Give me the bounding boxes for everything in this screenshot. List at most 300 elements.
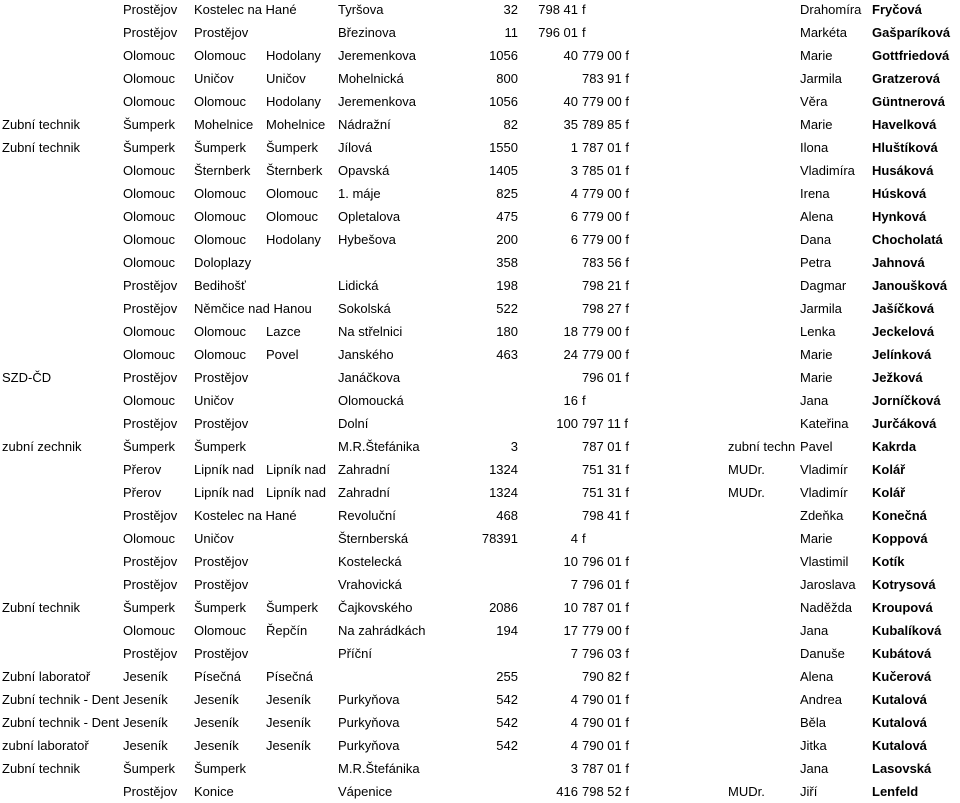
street-cell: Nádražní xyxy=(338,117,391,132)
orientation-number-cell: 7 xyxy=(570,577,578,592)
title-cell xyxy=(728,527,798,550)
postcode-cell: 796 01 f xyxy=(582,370,629,385)
part-cell xyxy=(266,21,336,44)
first-name-cell: Jiří xyxy=(800,784,818,799)
city-cell: Uničov xyxy=(194,531,234,546)
title-cell: MUDr. xyxy=(728,462,765,477)
postcode-cell: 798 41 f xyxy=(582,508,629,523)
first-name-cell: Petra xyxy=(800,255,832,270)
part-cell: Šternberk xyxy=(266,163,323,178)
postcode-cell: 796 01 f xyxy=(582,577,629,592)
org-cell xyxy=(2,481,120,504)
orientation-number-cell: 796 01 xyxy=(538,25,578,40)
part-cell xyxy=(266,366,336,389)
postcode-cell: 751 31 f xyxy=(582,462,629,477)
part-cell xyxy=(266,297,336,320)
table-row xyxy=(0,205,960,228)
district-cell: Olomouc xyxy=(123,255,176,270)
orientation-number-cell: 6 xyxy=(570,209,578,224)
first-name-cell: Dagmar xyxy=(800,278,847,293)
title-cell xyxy=(728,504,798,527)
surname-cell: Kučerová xyxy=(872,669,932,684)
title-cell xyxy=(728,573,798,596)
table-row xyxy=(0,619,960,642)
district-cell: Olomouc xyxy=(123,347,176,362)
table-row xyxy=(0,711,960,734)
street-cell: Vrahovická xyxy=(338,577,402,592)
district-cell: Přerov xyxy=(123,462,162,477)
table-row xyxy=(0,734,960,757)
part-cell: Šumperk xyxy=(266,140,319,155)
surname-cell: Lenfeld xyxy=(872,784,919,799)
table-row xyxy=(0,481,960,504)
title-cell xyxy=(728,90,798,113)
house-number-cell: 180 xyxy=(496,324,518,339)
org-cell xyxy=(2,320,120,343)
postcode-cell: 796 03 f xyxy=(582,646,629,661)
postcode-cell: 787 01 f xyxy=(582,140,629,155)
district-cell: Olomouc xyxy=(123,71,176,86)
city-cell: Písečná xyxy=(194,669,241,684)
surname-cell: Jahnová xyxy=(872,255,925,270)
title-cell xyxy=(728,205,798,228)
title-cell xyxy=(728,136,798,159)
postcode-cell: f xyxy=(582,25,586,40)
orientation-number-cell: 24 xyxy=(563,347,578,362)
house-number-cell: 32 xyxy=(503,2,518,17)
part-cell: Mohelnice xyxy=(266,117,326,132)
district-cell: Šumperk xyxy=(123,117,176,132)
title-cell xyxy=(728,665,798,688)
table-row xyxy=(0,550,960,573)
surname-cell: Kubalíková xyxy=(872,623,942,638)
table-row xyxy=(0,90,960,113)
orientation-number-cell: 40 xyxy=(563,48,578,63)
surname-cell: Kutalová xyxy=(872,738,927,753)
district-cell: Jeseník xyxy=(123,692,168,707)
postcode-cell: 798 27 f xyxy=(582,301,629,316)
postcode-cell: 789 85 f xyxy=(582,117,629,132)
part-cell xyxy=(266,642,336,665)
street-cell xyxy=(338,251,452,274)
title-cell: zubní techn xyxy=(728,439,796,454)
district-cell: Prostějov xyxy=(123,784,178,799)
surname-cell: Kroupová xyxy=(872,600,933,615)
surname-cell: Güntnerová xyxy=(872,94,945,109)
orientation-number-cell: 3 xyxy=(570,761,578,776)
street-cell: Lidická xyxy=(338,278,379,293)
postcode-cell: 798 21 f xyxy=(582,278,629,293)
surname-cell: Jašíčková xyxy=(872,301,935,316)
first-name-cell: Irena xyxy=(800,186,830,201)
city-cell: Němčice nad Hanou xyxy=(194,301,312,316)
part-cell: Jeseník xyxy=(266,715,311,730)
street-cell: Na střelnici xyxy=(338,324,403,339)
street-cell: Olomoucká xyxy=(338,393,404,408)
table-row xyxy=(0,596,960,619)
street-cell xyxy=(338,665,452,688)
postcode-cell: 797 11 f xyxy=(582,416,629,431)
orientation-number-cell: 16 xyxy=(563,393,578,408)
title-cell xyxy=(728,688,798,711)
first-name-cell: Markéta xyxy=(800,25,847,40)
city-cell: Prostějov xyxy=(194,416,249,431)
district-cell: Olomouc xyxy=(123,48,176,63)
street-cell: Mohelnická xyxy=(338,71,404,86)
street-cell: Jeremenkova xyxy=(338,48,417,63)
house-number-cell: 542 xyxy=(496,692,518,707)
house-number-cell: 468 xyxy=(496,508,518,523)
postcode-cell: 783 56 f xyxy=(582,255,629,270)
postcode-cell: 779 00 f xyxy=(582,186,629,201)
street-cell: M.R.Štefánika xyxy=(338,761,420,776)
org-cell: Zubní laboratoř xyxy=(2,669,91,684)
orientation-number-cell xyxy=(520,481,578,504)
table-row xyxy=(0,113,960,136)
street-cell: Revoluční xyxy=(338,508,396,523)
first-name-cell: Kateřina xyxy=(800,416,849,431)
house-number-cell: 800 xyxy=(496,71,518,86)
org-cell xyxy=(2,228,120,251)
table-row xyxy=(0,44,960,67)
house-number-cell: 11 xyxy=(504,25,518,40)
house-number-cell: 78391 xyxy=(481,531,518,546)
title-cell xyxy=(728,320,798,343)
table-row xyxy=(0,159,960,182)
surname-cell: Havelková xyxy=(872,117,937,132)
part-cell: Lazce xyxy=(266,324,301,339)
title-cell xyxy=(728,734,798,757)
street-cell: Jeremenkova xyxy=(338,94,417,109)
city-cell: Prostějov xyxy=(194,25,249,40)
title-cell xyxy=(728,274,798,297)
surname-cell: Jorníčková xyxy=(872,393,941,408)
orientation-number-cell xyxy=(520,297,578,320)
title-cell xyxy=(728,550,798,573)
orientation-number-cell: 6 xyxy=(570,232,578,247)
surname-cell: Fryčová xyxy=(872,2,922,17)
org-cell: Zubní technik - Dent xyxy=(2,715,120,730)
house-number-cell: 2086 xyxy=(489,600,518,615)
title-cell xyxy=(728,21,798,44)
house-number-cell: 522 xyxy=(496,301,518,316)
org-cell xyxy=(2,527,120,550)
orientation-number-cell xyxy=(520,504,578,527)
house-number-cell: 542 xyxy=(496,738,518,753)
orientation-number-cell xyxy=(520,67,578,90)
surname-cell: Kutalová xyxy=(872,692,927,707)
part-cell: Lipník nad xyxy=(266,462,326,477)
title-cell: MUDr. xyxy=(728,784,765,799)
table-row xyxy=(0,67,960,90)
table-row xyxy=(0,573,960,596)
part-cell: Lipník nad xyxy=(266,485,326,500)
street-cell: M.R.Štefánika xyxy=(338,439,420,454)
table-row xyxy=(0,21,960,44)
org-cell xyxy=(2,44,120,67)
surname-cell: Gottfriedová xyxy=(872,48,950,63)
part-cell xyxy=(266,389,336,412)
title-cell xyxy=(728,389,798,412)
first-name-cell: Vladimír xyxy=(800,462,848,477)
org-cell xyxy=(2,251,120,274)
table-row xyxy=(0,527,960,550)
title-cell xyxy=(728,0,798,21)
postcode-cell: 779 00 f xyxy=(582,324,629,339)
orientation-number-cell xyxy=(520,458,578,481)
surname-cell: Hynková xyxy=(872,209,927,224)
city-cell: Olomouc xyxy=(194,48,247,63)
street-cell: Zahradní xyxy=(338,485,391,500)
first-name-cell: Lenka xyxy=(800,324,836,339)
city-cell: Olomouc xyxy=(194,94,247,109)
street-cell: Zahradní xyxy=(338,462,391,477)
part-cell: Hodolany xyxy=(266,232,321,247)
street-cell: 1. máje xyxy=(338,186,381,201)
table-row xyxy=(0,458,960,481)
house-number-cell: 1324 xyxy=(489,462,518,477)
postcode-cell: 779 00 f xyxy=(582,232,629,247)
postcode-cell: 785 01 f xyxy=(582,163,629,178)
orientation-number-cell: 4 xyxy=(570,531,578,546)
first-name-cell: Běla xyxy=(800,715,827,730)
part-cell xyxy=(266,757,336,780)
org-cell xyxy=(2,458,120,481)
first-name-cell: Vlastimil xyxy=(800,554,849,569)
house-number-cell: 194 xyxy=(496,623,518,638)
first-name-cell: Jaroslava xyxy=(800,577,856,592)
first-name-cell: Dana xyxy=(800,232,832,247)
org-cell xyxy=(2,573,120,596)
postcode-cell: 790 01 f xyxy=(582,715,629,730)
part-cell xyxy=(266,573,336,596)
district-cell: Olomouc xyxy=(123,324,176,339)
org-cell: Zubní technik xyxy=(2,600,81,615)
district-cell: Olomouc xyxy=(123,232,176,247)
table-row xyxy=(0,665,960,688)
title-cell xyxy=(728,642,798,665)
table-row xyxy=(0,297,960,320)
surname-cell: Jeckelová xyxy=(872,324,935,339)
title-cell xyxy=(728,228,798,251)
org-cell xyxy=(2,21,120,44)
first-name-cell: Marie xyxy=(800,347,833,362)
first-name-cell: Jarmila xyxy=(800,301,842,316)
first-name-cell: Marie xyxy=(800,531,833,546)
house-number-cell: 1056 xyxy=(489,94,518,109)
district-cell: Šumperk xyxy=(123,761,176,776)
orientation-number-cell xyxy=(520,366,578,389)
district-cell: Šumperk xyxy=(123,439,176,454)
city-cell: Uničov xyxy=(194,71,234,86)
house-number-cell: 1324 xyxy=(489,485,518,500)
city-cell: Šumperk xyxy=(194,439,247,454)
surname-cell: Gratzerová xyxy=(872,71,940,86)
table-row xyxy=(0,274,960,297)
title-cell xyxy=(728,159,798,182)
first-name-cell: Jitka xyxy=(800,738,827,753)
table-row xyxy=(0,251,960,274)
city-cell: Olomouc xyxy=(194,347,247,362)
table-row xyxy=(0,435,960,458)
org-cell xyxy=(2,159,120,182)
title-cell: MUDr. xyxy=(728,485,765,500)
first-name-cell: Jana xyxy=(800,623,829,638)
first-name-cell: Zdeňka xyxy=(800,508,844,523)
postcode-cell: 787 01 f xyxy=(582,600,629,615)
postcode-cell: 779 00 f xyxy=(582,48,629,63)
district-cell: Olomouc xyxy=(123,531,176,546)
org-cell xyxy=(2,205,120,228)
orientation-number-cell: 416 xyxy=(556,784,578,799)
part-cell: Povel xyxy=(266,347,299,362)
org-cell: Zubní technik xyxy=(2,140,81,155)
city-cell: Prostějov xyxy=(194,646,249,661)
street-cell: Janáčkova xyxy=(338,370,401,385)
postcode-cell: 751 31 f xyxy=(582,485,629,500)
title-cell xyxy=(728,44,798,67)
city-cell: Šternberk xyxy=(194,163,251,178)
orientation-number-cell: 10 xyxy=(563,554,578,569)
surname-cell: Husáková xyxy=(872,163,934,178)
org-cell: zubní laboratoř xyxy=(2,738,89,753)
house-number-cell: 1056 xyxy=(489,48,518,63)
first-name-cell: Naděžda xyxy=(800,600,853,615)
table-row xyxy=(0,412,960,435)
orientation-number-cell: 35 xyxy=(563,117,578,132)
postcode-cell: f xyxy=(582,2,586,17)
orientation-number-cell: 10 xyxy=(563,600,578,615)
part-cell xyxy=(266,435,336,458)
house-number-cell: 198 xyxy=(496,278,518,293)
table-row xyxy=(0,642,960,665)
part-cell: Olomouc xyxy=(266,186,319,201)
house-number-cell: 463 xyxy=(496,347,518,362)
postcode-cell: 779 00 f xyxy=(582,623,629,638)
orientation-number-cell: 798 41 xyxy=(538,2,578,17)
surname-cell: Ježková xyxy=(872,370,923,385)
part-cell xyxy=(266,251,336,274)
orientation-number-cell: 100 xyxy=(556,416,578,431)
district-cell: Prostějov xyxy=(123,577,178,592)
org-cell xyxy=(2,0,120,21)
postcode-cell: 798 52 f xyxy=(582,784,629,799)
postcode-cell: 783 91 f xyxy=(582,71,629,86)
surname-cell: Kubátová xyxy=(872,646,932,661)
street-cell: Jílová xyxy=(338,140,372,155)
part-cell xyxy=(266,412,336,435)
part-cell xyxy=(266,504,336,527)
city-cell: Šumperk xyxy=(194,761,247,776)
title-cell xyxy=(728,619,798,642)
house-number-cell: 200 xyxy=(496,232,518,247)
org-cell: Zubní technik xyxy=(2,761,81,776)
city-cell: Šumperk xyxy=(194,140,247,155)
org-cell: zubní zechnik xyxy=(2,439,82,454)
org-cell xyxy=(2,780,120,803)
org-cell: Zubní technik - Dent xyxy=(2,692,120,707)
org-cell xyxy=(2,67,120,90)
part-cell xyxy=(266,780,336,803)
house-number-cell xyxy=(453,550,518,573)
house-number-cell: 1550 xyxy=(489,140,518,155)
street-cell: Březinova xyxy=(338,25,396,40)
street-cell: Čajkovského xyxy=(338,600,413,615)
street-cell: Opletalova xyxy=(338,209,401,224)
table-row xyxy=(0,389,960,412)
house-number-cell xyxy=(453,573,518,596)
part-cell: Šumperk xyxy=(266,600,319,615)
surname-cell: Kotík xyxy=(872,554,905,569)
title-cell xyxy=(728,67,798,90)
orientation-number-cell: 3 xyxy=(570,163,578,178)
postcode-cell: 779 00 f xyxy=(582,94,629,109)
house-number-cell xyxy=(453,389,518,412)
surname-cell: Kolář xyxy=(872,485,906,500)
house-number-cell xyxy=(453,780,518,803)
city-cell: Konice xyxy=(194,784,234,799)
surname-cell: Kutalová xyxy=(872,715,927,730)
house-number-cell xyxy=(453,366,518,389)
city-cell: Doloplazy xyxy=(194,255,252,270)
surname-cell: Kakrda xyxy=(872,439,917,454)
org-cell xyxy=(2,550,120,573)
district-cell: Prostějov xyxy=(123,278,178,293)
title-cell xyxy=(728,366,798,389)
title-cell xyxy=(728,711,798,734)
district-cell: Prostějov xyxy=(123,646,178,661)
table-row xyxy=(0,780,960,803)
street-cell: Tyršova xyxy=(338,2,384,17)
table-row xyxy=(0,757,960,780)
city-cell: Mohelnice xyxy=(194,117,254,132)
city-cell: Kostelec na Hané xyxy=(194,2,297,17)
street-cell: Vápenice xyxy=(338,784,393,799)
orientation-number-cell: 4 xyxy=(570,738,578,753)
district-cell: Šumperk xyxy=(123,140,176,155)
first-name-cell: Vladimíra xyxy=(800,163,855,178)
city-cell: Olomouc xyxy=(194,324,247,339)
surname-cell: Lasovská xyxy=(872,761,932,776)
first-name-cell: Jana xyxy=(800,761,829,776)
house-number-cell: 82 xyxy=(503,117,518,132)
part-cell: Písečná xyxy=(266,669,313,684)
orientation-number-cell: 7 xyxy=(570,646,578,661)
district-cell: Jeseník xyxy=(123,715,168,730)
city-cell: Uničov xyxy=(194,393,234,408)
district-cell: Prostějov xyxy=(123,508,178,523)
city-cell: Olomouc xyxy=(194,623,247,638)
part-cell: Olomouc xyxy=(266,209,319,224)
district-cell: Prostějov xyxy=(123,416,178,431)
part-cell: Jeseník xyxy=(266,738,311,753)
orientation-number-cell xyxy=(520,274,578,297)
district-cell: Jeseník xyxy=(123,738,168,753)
table-row xyxy=(0,688,960,711)
org-cell xyxy=(2,90,120,113)
org-cell xyxy=(2,343,120,366)
org-cell xyxy=(2,412,120,435)
street-cell: Hybešova xyxy=(338,232,396,247)
postcode-cell: 787 01 f xyxy=(582,761,629,776)
table-row xyxy=(0,343,960,366)
district-cell: Prostějov xyxy=(123,25,178,40)
orientation-number-cell: 18 xyxy=(563,324,578,339)
house-number-cell: 475 xyxy=(496,209,518,224)
postcode-cell: 790 82 f xyxy=(582,669,629,684)
house-number-cell: 3 xyxy=(510,439,518,454)
table-row xyxy=(0,228,960,251)
